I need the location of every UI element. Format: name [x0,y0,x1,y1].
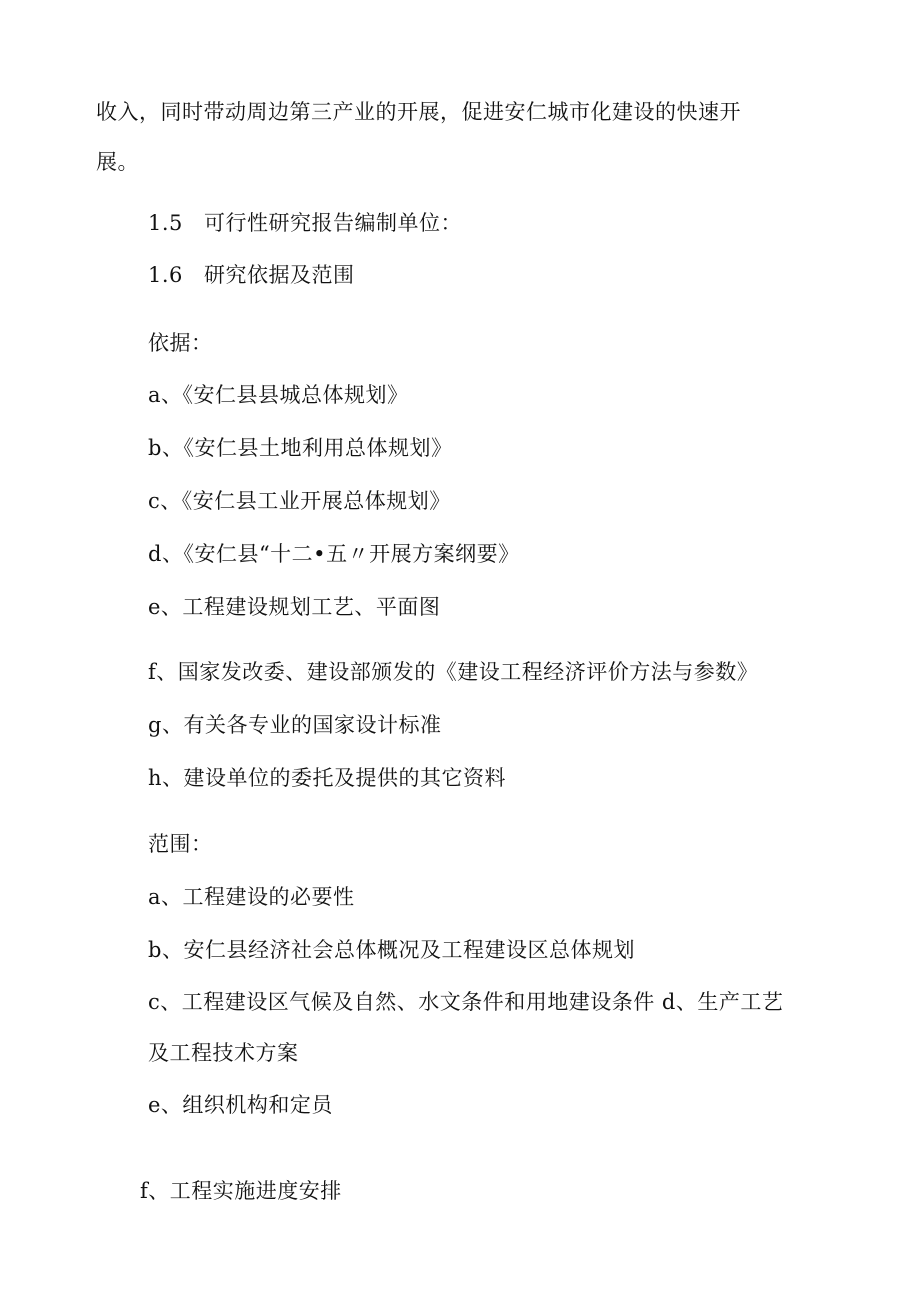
list-item: a、工程建设的必要性 [148,885,355,909]
section-number: 1.6 [148,263,183,287]
list-item: g、有关各专业的国家设计标准 [148,713,442,737]
list-item: d、《安仁县“十二•五〃开展方案纲要》 [148,542,520,566]
list-item-continuation: 及工程技术方案 [148,1041,299,1065]
list-item: f、国家发改委、建设部颁发的《建设工程经济评价方法与参数》 [148,660,759,684]
list-item: b、安仁县经济社会总体概况及工程建设区总体规划 [148,938,635,962]
section-title: 研究依据及范围 [204,263,355,287]
section-1-5 [148,208,462,238]
list-item: a、《安仁县县城总体规划》 [148,383,409,407]
list-item: e、组织机构和定员 [148,1093,333,1117]
section-number: 1.5 [148,211,183,235]
scope-heading: 范围： [148,832,213,856]
section-title: 可行性研究报告编制单位： [204,211,462,235]
intro-line-1: 收入，同时带动周边第三产业的开展，促进安仁城市化建设的快速开 [96,100,741,124]
list-item: h、建设单位的委托及提供的其它资料 [148,766,507,790]
list-item: f、工程实施进度安排 [140,1179,342,1203]
list-item: c、《安仁县工业开展总体规划》 [148,489,451,513]
intro-line-2: 展。 [96,150,139,174]
section-1-6 [148,260,355,290]
list-item: c、工程建设区气候及自然、水文条件和用地建设条件 d、生产工艺 [148,990,784,1014]
list-item: e、工程建设规划工艺、平面图 [148,595,441,619]
list-item: b、《安仁县土地利用总体规划》 [148,436,453,460]
basis-heading: 依据： [148,331,213,355]
